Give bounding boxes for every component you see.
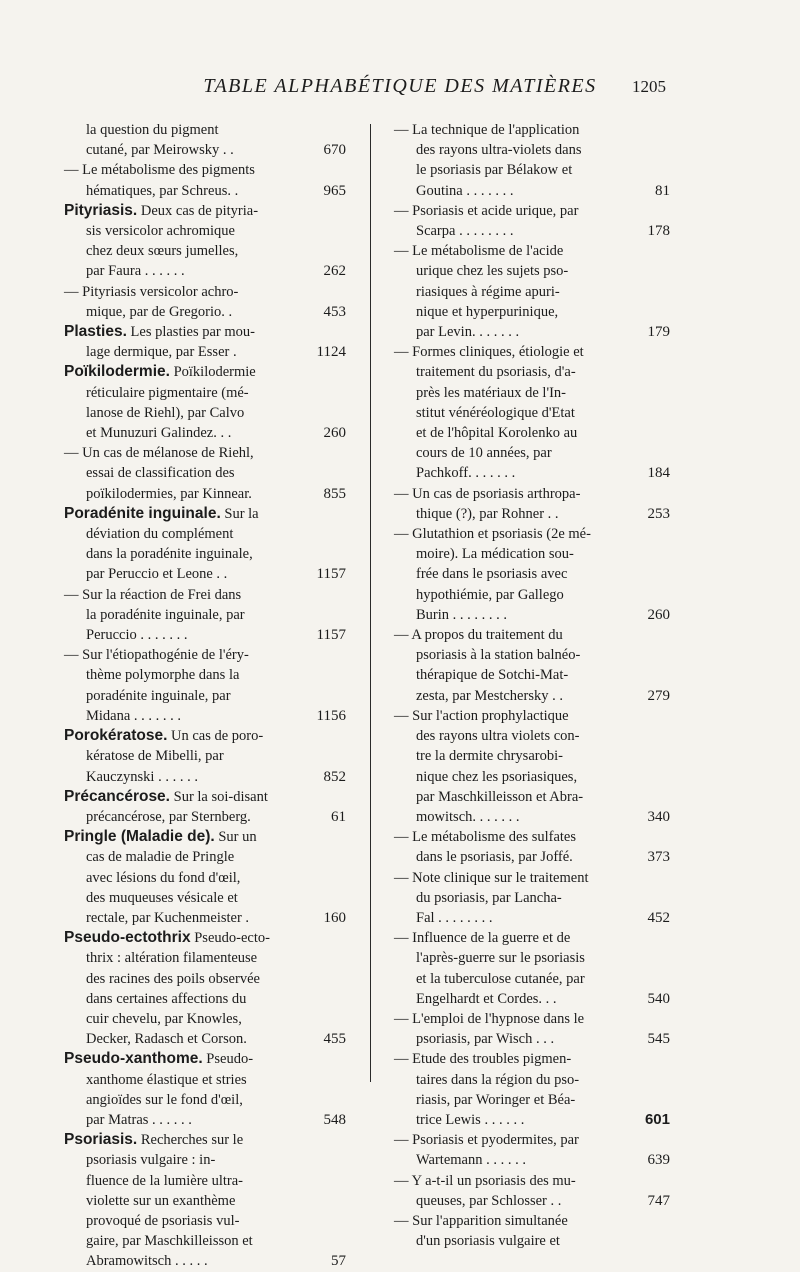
entry-text: Sur la [220,505,259,522]
entry-line: — Pityriasis versicolor achro- [64,283,239,300]
entry-line: zesta, par Mestchersky . . [416,687,563,704]
entry-line: précancérose, par Sternberg. [86,808,251,825]
headword: Poïkilodermie. [64,363,170,381]
entry-line: — Le métabolisme de l'acide [394,243,564,260]
index-entry [64,928,346,1049]
index-entry [394,1009,670,1049]
entry-line: fluence de la lumière ultra- [86,1172,244,1189]
entry-line: déviation du complément [86,526,234,543]
entry-line: — Un cas de psoriasis arthropa- [394,485,581,502]
entry-line: cours de 10 années, par [416,445,552,462]
entry-page-number: 179 [647,324,670,341]
entry-line: — A propos du traitement du [394,627,563,644]
entry-line: thème polymorphe dans la [86,667,240,684]
entry-line: Fal . . . . . . . . [416,909,493,926]
entry-text: Deux cas de pityria- [137,202,259,219]
index-entry [394,201,670,241]
entry-line: trice Lewis . . . . . . [416,1111,525,1128]
entry-line: des muqueuses vésicale et [86,889,238,906]
entry-line: psoriasis, par Wisch . . . [416,1031,555,1048]
entry-line: par Matras . . . . . . [86,1111,192,1128]
entry-page-number: 253 [647,505,670,522]
entry-line: des racines des poils observée [86,970,260,987]
entry-page-number: 545 [647,1031,670,1048]
index-entry [64,160,346,200]
index-entry [64,726,346,787]
entry-page-number: 262 [323,263,346,280]
entry-line: dans certaines affections du [86,990,247,1007]
entry-line: kératose de Mibelli, par [86,748,224,765]
entry-line: par Maschkilleisson et Abra- [416,788,584,805]
entry-line: et Munuzuri Galindez. . . [86,425,232,442]
index-entry [64,504,346,585]
left-column [64,120,346,1270]
headword: Psoriasis. [64,1131,138,1149]
entry-line: — Psoriasis et pyodermites, par [394,1132,579,1149]
entry-line: et la tuberculose cutanée, par [416,970,585,987]
entry-line [64,726,296,746]
entry-line: psoriasis à la station balnéo- [416,647,581,664]
entry-page-number: 452 [647,909,670,926]
entry-page-number: 1124 [316,344,346,361]
entry-line: par Levin. . . . . . . [416,324,520,341]
entry-line: nique et hyperpurinique, [416,303,559,320]
entry-line: Decker, Radasch et Corson. [86,1031,247,1048]
entry-line: tre la dermite chrysarobi- [416,748,563,765]
entry-line: psoriasis vulgaire : in- [86,1152,216,1169]
entry-line: thérapique de Sotchi-Mat- [416,667,569,684]
entry-line: angioïdes sur le fond d'œil, [86,1091,243,1108]
entry-page-number: 260 [323,425,346,442]
entry-page-number: 747 [647,1192,670,1209]
entry-page-number: 670 [323,142,346,159]
entry-line [64,1130,296,1150]
entry-line: chez deux sœurs jumelles, [86,243,239,260]
index-entry [64,362,346,443]
entry-page-number: 61 [331,808,346,825]
entry-line: cutané, par Meirowsky . . [86,142,234,159]
index-entry [394,524,670,625]
index-entry [394,625,670,706]
entry-line: et de l'hôpital Korolenko au [416,425,578,442]
entry-page-number: 160 [323,909,346,926]
entry-line: le psoriasis par Bélakow et [416,162,573,179]
entry-line: lage dermique, par Esser . [86,344,237,361]
entry-line: Peruccio . . . . . . . [86,627,188,644]
running-title: TABLE ALPHABÉTIQUE DES MATIÈRES [203,75,597,97]
entry-line: hématiques, par Schreus. . [86,182,239,199]
entry-line: essai de classification des [86,465,235,482]
entry-line: — L'emploi de l'hypnose dans le [394,1010,585,1027]
entry-line: dans le psoriasis, par Joffé. [416,849,573,866]
entry-line [64,827,296,847]
entry-line: Midana . . . . . . . [86,707,182,724]
entry-line [64,504,296,524]
entry-line: — Le métabolisme des sulfates [394,829,577,846]
entry-line: Goutina . . . . . . . [416,182,514,199]
index-entry [64,827,346,928]
entry-line: poïkilodermies, par Kinnear. [86,485,252,502]
entry-page-number: 855 [323,485,346,502]
entry-line: Engelhardt et Cordes. . . [416,990,557,1007]
index-entry [64,1049,346,1130]
entry-line: riasis, par Woringer et Béa- [416,1091,576,1108]
entry-page-number: 81 [655,182,670,199]
entry-line [64,322,296,342]
entry-line: — Le métabolisme des pigments [64,162,255,179]
index-entry [394,1049,670,1130]
index-entry [64,282,346,322]
entry-text: Recherches sur le [137,1132,244,1149]
entry-page-number: 57 [331,1253,346,1270]
entry-line: violette sur un exanthème [86,1192,236,1209]
entry-line: des rayons ultra violets con- [416,728,580,745]
entry-page-number: 453 [323,303,346,320]
entry-page-number: 852 [323,768,346,785]
entry-line: Kauczynski . . . . . . [86,768,198,785]
headword: Pseudo-ectothrix [64,929,191,947]
entry-line: — Sur l'étiopathogénie de l'éry- [64,647,249,664]
entry-line: — Influence de la guerre et de [394,930,571,947]
index-entry [394,1130,670,1170]
entry-page-number: 540 [647,990,670,1007]
entry-line: urique chez les sujets pso- [416,263,569,280]
entry-page-number: 455 [323,1031,346,1048]
entry-line: des rayons ultra-violets dans [416,142,582,159]
entry-line: mique, par de Gregorio. . [86,303,233,320]
entry-line: du psoriasis, par Lancha- [416,889,562,906]
entry-text: Les plasties par mou- [126,324,255,341]
entry-line: d'un psoriasis vulgaire et [416,1233,560,1250]
entry-line: — La technique de l'application [394,122,580,138]
entry-text: Sur un [214,829,257,846]
entry-page-number: 601 [644,1110,670,1128]
entry-text: Sur la soi-disant [170,788,268,805]
page-number: 1205 [632,77,666,96]
index-entry [394,120,670,201]
entry-line: — Psoriasis et acide urique, par [394,202,579,219]
entry-line: hypothiémie, par Gallego [416,586,564,603]
index-entry [64,787,346,827]
entry-text: Pseudo-ecto- [190,930,270,947]
index-entry [64,201,346,282]
entry-line: lanose de Riehl), par Calvo [86,404,245,421]
entry-line [64,1049,296,1069]
entry-line: — Note clinique sur le traitement [394,869,589,886]
entry-page-number: 965 [323,182,346,199]
entry-line: dans la poradénite inguinale, [86,546,253,563]
entry-line: — Glutathion et psoriasis (2e mé- [394,526,591,543]
entry-line: poradénite inguinale, par [86,687,231,704]
entry-page-number: 373 [647,849,670,866]
index-entry [64,645,346,726]
entry-line: — Un cas de mélanose de Riehl, [64,445,254,462]
index-entry [394,1171,670,1211]
entry-line: — Etude des troubles pigmen- [394,1051,572,1068]
entry-line: gaire, par Maschkilleisson et [86,1233,253,1250]
entry-line: avec lésions du fond d'œil, [86,869,241,886]
entry-line: queuses, par Schlosser . . [416,1192,562,1209]
entry-line: Abramowitsch . . . . . [86,1253,208,1270]
entry-line: — Y a-t-il un psoriasis des mu- [394,1172,576,1189]
entry-line: l'après-guerre sur le psoriasis [416,950,585,967]
index-entry [394,484,670,524]
page-header [0,74,800,98]
entry-page-number: 178 [647,223,670,240]
entry-line: Wartemann . . . . . . [416,1152,526,1169]
entry-page-number: 260 [647,606,670,623]
entry-line: xanthome élastique et stries [86,1071,247,1088]
entry-line: moire). La médication sou- [416,546,574,563]
entry-line: stitut vénéréologique d'Etat [416,404,575,421]
entry-line: thique (?), par Rohner . . [416,505,559,522]
entry-line [64,201,296,221]
index-entry [394,868,670,929]
entry-line: traitement du psoriasis, d'a- [416,364,576,381]
entry-line: Burin . . . . . . . . [416,606,508,623]
entry-line: nique chez les psoriasiques, [416,768,578,785]
headword: Plasties. [64,323,127,341]
headword: Précancérose. [64,787,170,805]
entry-line: — Sur l'apparition simultanée [394,1212,568,1229]
entry-line: rectale, par Kuchenmeister . [86,909,250,926]
headword: Pityriasis. [64,201,138,219]
entry-page-number: 279 [647,687,670,704]
index-entry [64,322,346,362]
entry-line: par Faura . . . . . . [86,263,185,280]
index-entry [394,706,670,827]
entry-line [64,928,296,948]
entry-line: provoqué de psoriasis vul- [86,1212,240,1229]
entry-line [64,362,296,382]
entry-line: cas de maladie de Pringle [86,849,235,866]
entry-line: taires dans la région du pso- [416,1071,580,1088]
entry-page-number: 1157 [316,566,346,583]
entry-line: Pachkoff. . . . . . . [416,465,516,482]
index-entry [64,585,346,646]
entry-line: par Peruccio et Leone . . [86,566,228,583]
entry-line: mowitsch. . . . . . . [416,808,520,825]
column-divider [370,124,371,1082]
entry-page-number: 548 [323,1111,346,1128]
entry-page-number: 184 [647,465,670,482]
entry-line: près les matériaux de l'In- [416,384,566,401]
entry-text: Un cas de poro- [167,728,264,745]
entry-line [64,787,296,807]
entry-page-number: 340 [647,808,670,825]
index-entry [394,827,670,867]
index-entry [394,241,670,342]
entry-line: la question du pigment [86,122,219,138]
index-entry [64,1130,346,1271]
entry-line: cuir chevelu, par Knowles, [86,1010,242,1027]
entry-text: Pseudo- [202,1051,254,1068]
headword: Porokératose. [64,727,168,745]
entry-line: thrix : altération filamenteuse [86,950,258,967]
entry-page-number: 1157 [316,627,346,644]
headword: Poradénite inguinale. [64,504,221,522]
entry-line: — Sur l'action prophylactique [394,707,569,724]
index-entry [394,342,670,483]
entry-line: Scarpa . . . . . . . . [416,223,514,240]
index-entry [64,120,346,160]
entry-line: réticulaire pigmentaire (mé- [86,384,249,401]
index-entry [394,928,670,1009]
headword: Pseudo-xanthome. [64,1050,203,1068]
entry-line: la poradénite inguinale, par [86,606,245,623]
entry-text: Poïkilodermie [169,364,256,381]
index-entry [394,1211,670,1251]
right-column [394,120,670,1250]
entry-page-number: 639 [647,1152,670,1169]
headword: Pringle (Maladie de). [64,828,215,846]
entry-page-number: 1156 [316,707,346,724]
entry-line: frée dans le psoriasis avec [416,566,568,583]
entry-line: sis versicolor achromique [86,223,235,240]
entry-line: — Formes cliniques, étiologie et [394,344,584,361]
entry-line: riasiques à régime apuri- [416,283,560,300]
index-entry [64,443,346,504]
entry-line: — Sur la réaction de Frei dans [64,586,242,603]
